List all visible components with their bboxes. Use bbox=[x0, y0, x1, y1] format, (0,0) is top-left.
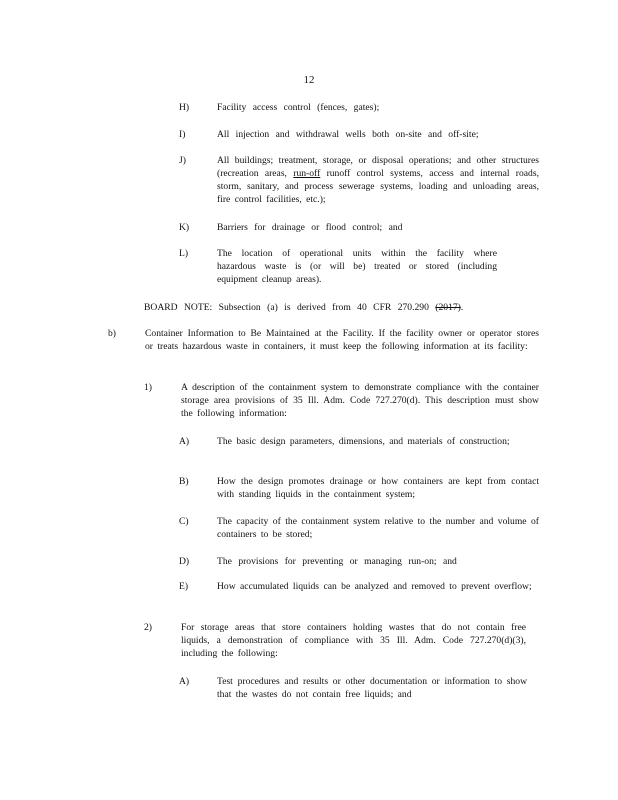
item-text: For storage areas that store containers holding wastes that do not contain free liquids, a demonstration of compliance with 35 Ill. Adm. Code 727.270(d)(3), including the following: bbox=[181, 622, 526, 659]
item-label: E) bbox=[179, 581, 189, 592]
item-label: L) bbox=[179, 248, 189, 259]
item-label: B) bbox=[179, 476, 189, 487]
struck-deletion: (2017) bbox=[435, 302, 461, 313]
item-text: A description of the containment system to demonstrate compliance with the container storage area provisions of 35 Ill. Adm. Code 727.270(d). This description must show the following information: bbox=[181, 382, 539, 419]
board-note bbox=[144, 301, 463, 314]
item-label: A) bbox=[179, 676, 190, 687]
page-number: 12 bbox=[303, 74, 315, 86]
item-text: The capacity of the containment system relative to the number and volume of containers to be stored; bbox=[217, 516, 539, 540]
item-label: A) bbox=[179, 436, 190, 447]
item-label: I) bbox=[179, 129, 186, 140]
item-text: The basic design parameters, dimensions, and materials of construction; bbox=[217, 436, 510, 447]
item-text-part: All buildings; treatment, storage, or disposal operations; and other structures (recreation areas, bbox=[217, 155, 539, 179]
item-label: C) bbox=[179, 516, 189, 527]
item-text-part: runoff control systems, access and internal roads, storm, sanitary, and process sewerage systems, loading and unloading areas, fire control facilities, etc.); bbox=[217, 168, 539, 205]
item-text: Barriers for drainage or flood control; and bbox=[217, 222, 403, 233]
item-label: H) bbox=[179, 102, 190, 113]
item-text: Facility access control (fences, gates); bbox=[217, 102, 380, 113]
item-label: 2) bbox=[144, 622, 152, 633]
item-label: D) bbox=[179, 556, 190, 567]
underlined-insertion: run-off bbox=[293, 168, 321, 179]
item-label: J) bbox=[179, 155, 186, 166]
subsection-label: b) bbox=[108, 328, 116, 339]
item-text: Test procedures and results or other documentation or information to show that the wastes do not contain free liquids; and bbox=[217, 676, 527, 700]
item-text: How the design promotes drainage or how containers are kept from contact with standing liquids in the containment system; bbox=[217, 476, 539, 500]
board-note-text: BOARD NOTE: Subsection (a) is derived from 40 CFR 270.290 bbox=[144, 302, 429, 313]
item-text: The provisions for preventing or managing run-on; and bbox=[217, 556, 457, 567]
item-text: All injection and withdrawal wells both on-site and off-site; bbox=[217, 129, 479, 140]
item-label: 1) bbox=[144, 382, 152, 393]
item-text: How accumulated liquids can be analyzed and removed to prevent overflow; bbox=[217, 581, 532, 592]
subsection-text: Container Information to Be Maintained at the Facility. If the facility owner or operator stores or treats hazardous waste in containers, it must keep the following information at its facility: bbox=[145, 328, 539, 352]
item-text: The location of operational units within the facility where hazardous waste is (or will be) treated or stored (including equipment cleanup areas). bbox=[217, 248, 497, 285]
item-text bbox=[217, 154, 539, 206]
board-note-trailing: . bbox=[460, 302, 464, 313]
item-label: K) bbox=[179, 222, 190, 233]
